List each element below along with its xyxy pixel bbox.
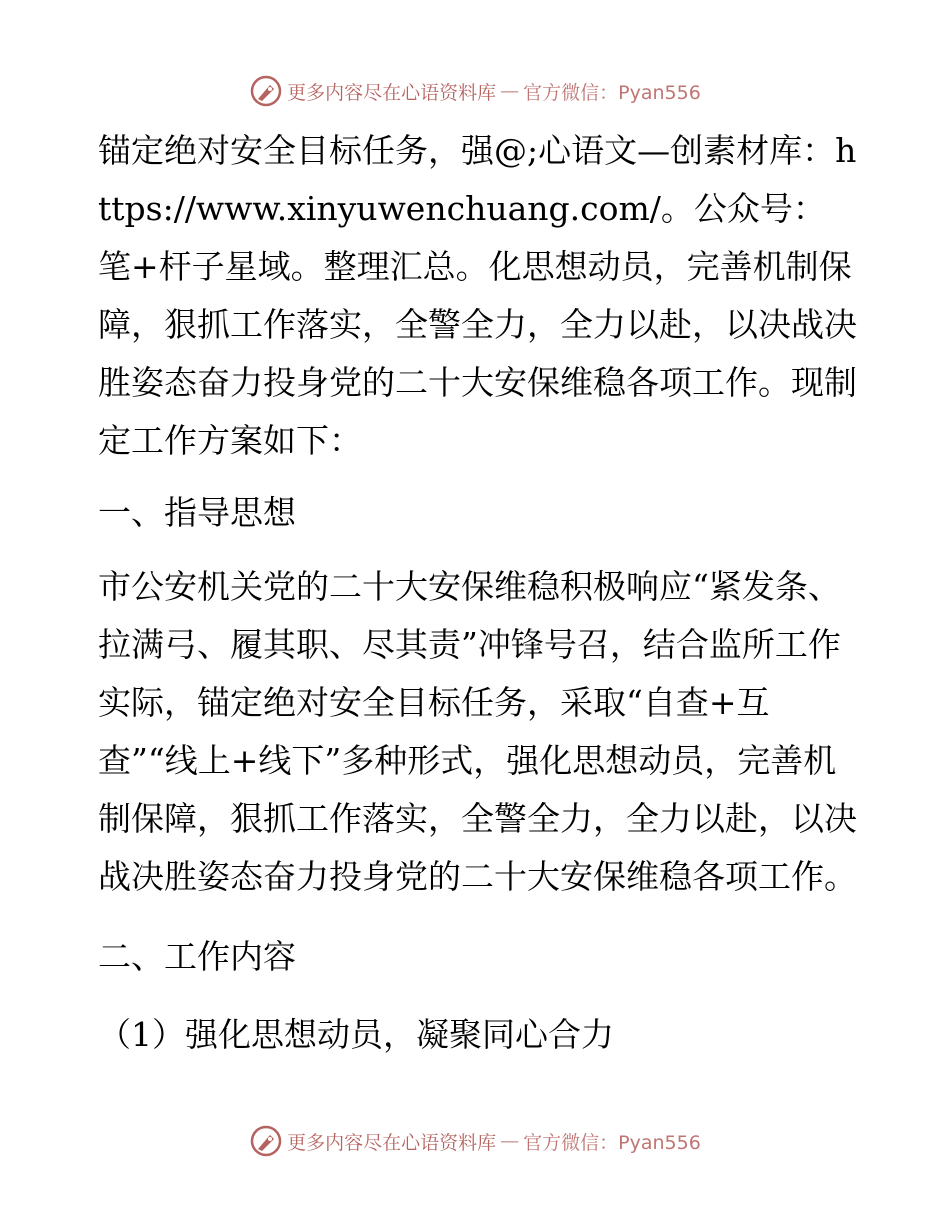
intro-paragraph: 锚定绝对安全目标任务，强@;心语文—创素材库：https://www.xinyuwenchuang.com/。公众号：笔+杆子星域。整理汇总。化思想动员，完善机制保障，狠抓工作落实，全警全力，全力以赴，以决战决胜姿态奋力投身党的二十大安保维稳各项工作。现制定工作方案如下： [98,131,857,460]
section-heading-guiding-ideology: 一、指导思想 [98,493,296,532]
watermark-main-text: 更多内容尽在心语资料库 [287,1131,497,1154]
document-body [98,122,858,1064]
watermark-contact-text: 官方微信：Pyan556 [523,81,701,104]
footer-watermark [0,1124,950,1158]
pen-nib-icon [249,74,283,108]
pen-nib-icon [249,1124,283,1158]
section-heading-work-content: 二、工作内容 [98,937,296,976]
watermark-contact-text: 官方微信：Pyan556 [523,1131,701,1154]
header-watermark [0,74,950,108]
guiding-ideology-paragraph: 市公安机关党的二十大安保维稳积极响应“紧发条、拉满弓、履其职、尽其责”冲锋号召，结合监所工作实际，锚定绝对安全目标任务，采取“自查+互查”“线上+线下”多种形式，强化思想动员，完善机制保障，狠抓工作落实，全警全力，全力以赴，以决战决胜姿态奋力投身党的二十大安保维稳各项工作。 [98,567,857,896]
watermark-separator: — [500,80,520,102]
watermark-main-text: 更多内容尽在心语资料库 [287,81,497,104]
watermark-separator: — [500,1130,520,1152]
subheading-strengthen-mobilization: （1）强化思想动员，凝聚同心合力 [98,1015,614,1054]
